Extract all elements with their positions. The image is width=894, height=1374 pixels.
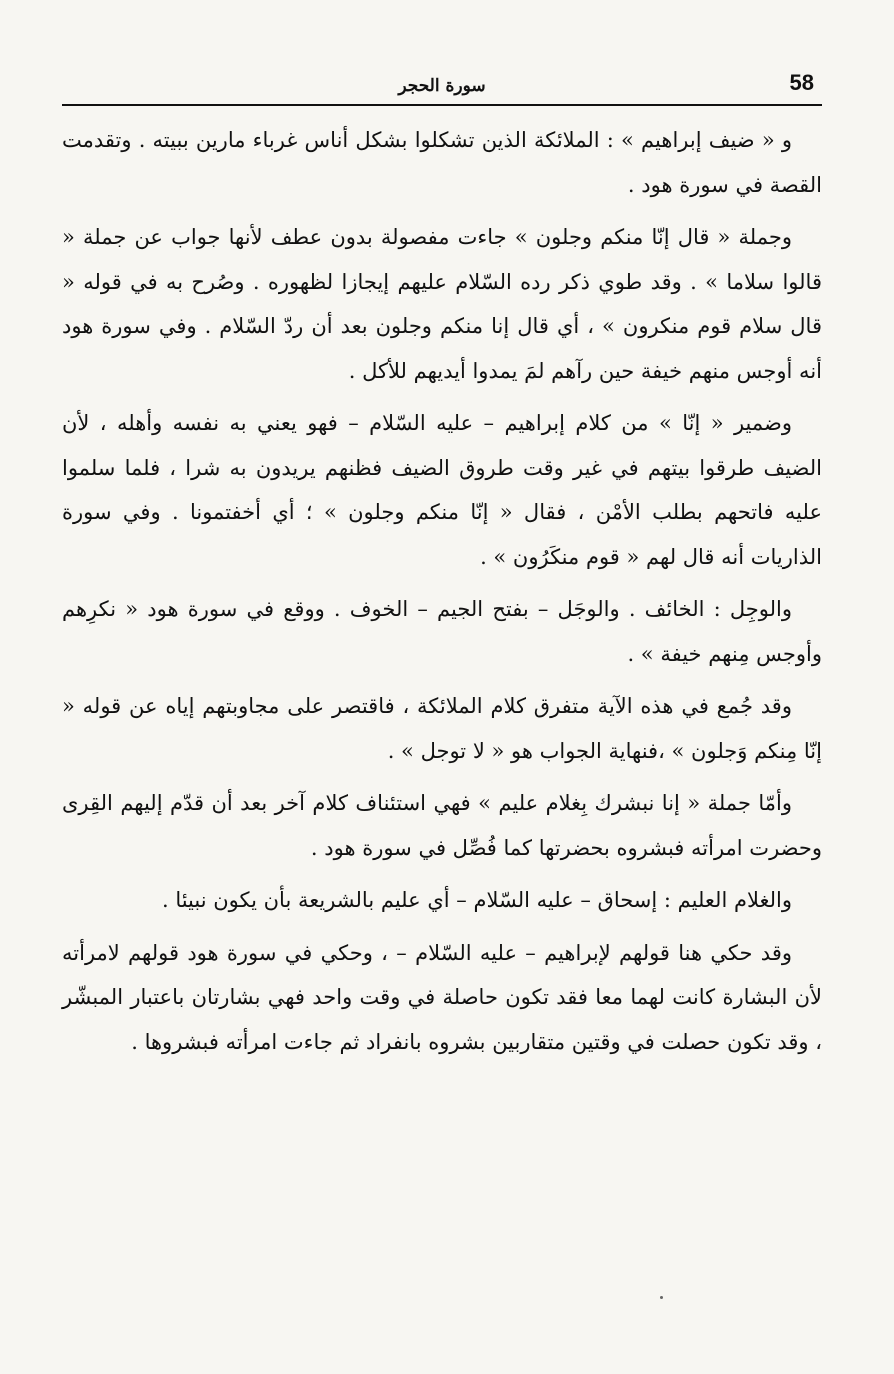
header-rule — [62, 104, 822, 106]
paragraph-2: وجملة « قال إنّا منكم وجلون » جاءت مفصولة بدون عطف لأنها جواب عن جملة « قالوا سلاما » . وقد طوي ذكر رده السّلام عليهم إيجازا لظهوره . وصُرح به في قوله « قال سلام قوم منكرون » ، أي قال إنا منكم وجلون بعد أن ردّ السّلام . وفي سورة هود أنه أوجس منهم خيفة حين رآهم لمَ يمدوا أيديهم للأكل . — [62, 225, 822, 383]
paragraph-1: و « ضيف إبراهيم » : الملائكة الذين تشكلوا بشكل أناس غرباء مارين ببيته . وتقدمت القصة في سورة هود . — [62, 128, 822, 197]
paragraph-3: وضمير « إنّا » من كلام إبراهيم – عليه السّلام – فهو يعني به نفسه وأهله ، لأن الضيف طرقوا بيتهم في غير وقت طروق الضيف فظنهم يريدون به شرا ، فلما سلموا عليه فاتحهم بطلب الأمْن ، فقال « إنّا منكم وجلون » ؛ أي أخفتمونا . وفي سورة الذاريات أنه قال لهم « قوم منكَرُون » . — [62, 411, 822, 569]
paragraph-7: والغلام العليم : إسحاق – عليه السّلام – أي عليم بالشريعة بأن يكون نبيئا . — [161, 888, 792, 912]
scan-speck — [660, 1296, 663, 1299]
running-title: سورة الحجر — [398, 76, 486, 96]
paragraph-5: وقد جُمع في هذه الآية متفرق كلام الملائكة ، فاقتصر على مجاوبتهم إياه عن قوله « إنّا مِنكم وَجلون » ،فنهاية الجواب هو « لا توجل » . — [62, 694, 822, 763]
page-header — [62, 62, 822, 106]
paragraph-4: والوجِل : الخائف . والوجَل – بفتح الجيم – الخوف . ووقع في سورة هود « نكرِهم وأوجس مِنهم خيفة » . — [62, 597, 822, 666]
paragraph-6: وأمّا جملة « إنا نبشرك بِغلام عليم » فهي استئناف كلام آخر بعد أن قدّم إليهم القِرى وحضرت امرأته فبشروه بحضرتها كما فُصِّل في سورة هود . — [62, 791, 822, 860]
page-body — [62, 118, 822, 1064]
paragraph-8: وقد حكي هنا قولهم لإبراهيم – عليه السّلام – ، وحكي في سورة هود قولهم لامرأته لأن البشارة كانت لهما معا فقد تكون حاصلة في وقت واحد فهي بشارتان باعتبار المبشّر ، وقد تكون حصلت في وقتين متقاربين بشروه بانفراد ثم جاءت امرأته فبشروها . — [62, 940, 822, 1054]
page-number: 58 — [789, 70, 814, 95]
